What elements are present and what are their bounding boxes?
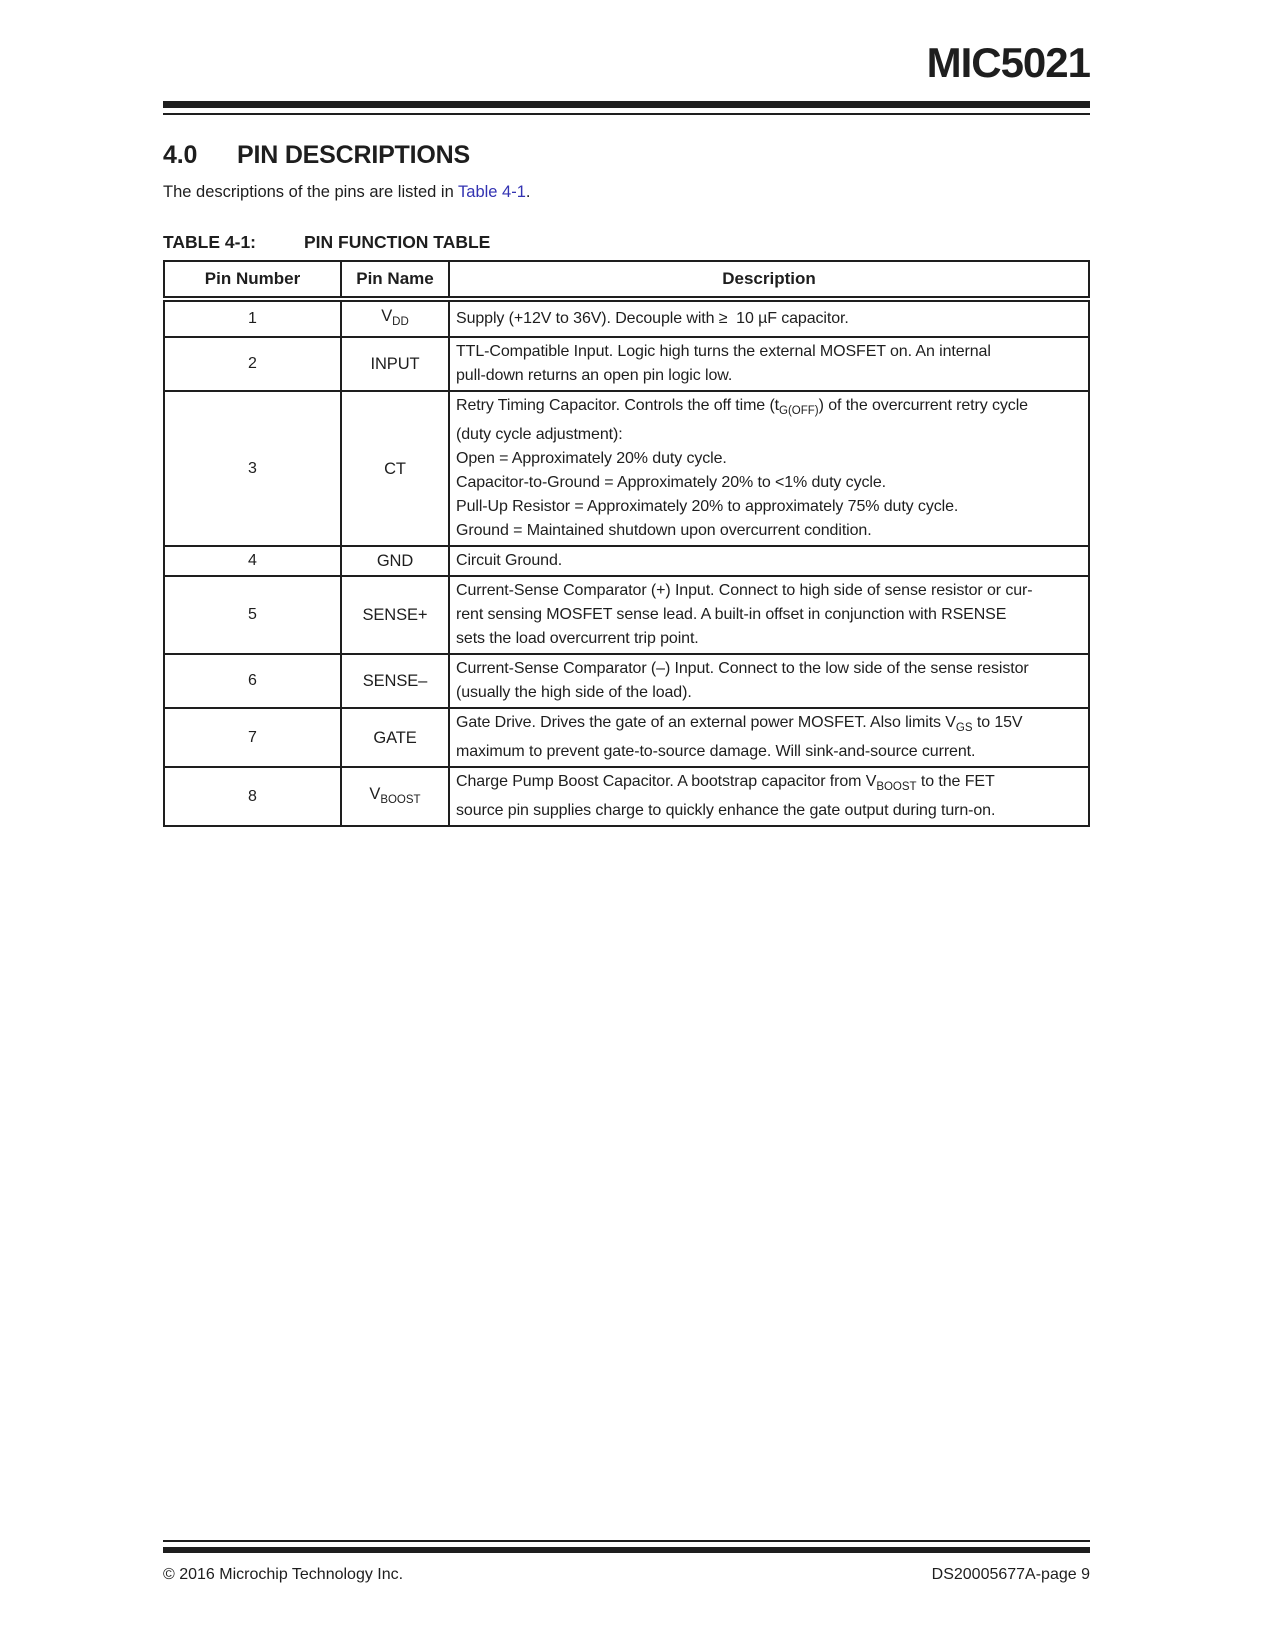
text-run: V [381, 307, 393, 326]
table-header-row [164, 261, 1089, 299]
pin-number-cell: 2 [164, 337, 341, 391]
description-line [456, 627, 1082, 651]
text-run: Capacitor-to-Ground = Approximately 20% to <1% duty cycle. [456, 474, 886, 492]
description-line [456, 307, 1082, 331]
text-run: GND [376, 552, 414, 571]
text-run: Current-Sense Comparator (–) Input. Connect to the low side of the sense resistor [456, 660, 1029, 678]
page-content [163, 40, 1090, 827]
footer-copyright: © 2016 Microchip Technology Inc. [163, 1566, 404, 1583]
table-row [164, 708, 1089, 767]
pin-number-cell: 8 [164, 767, 341, 826]
description-line [456, 681, 1082, 705]
subscript-run: G(OFF) [779, 405, 819, 418]
description-line [456, 740, 1082, 764]
text-run: INPUT [370, 355, 420, 374]
table-caption [163, 232, 1090, 253]
text-run: pull-down returns an open pin logic low. [456, 367, 733, 385]
description-cell [449, 546, 1089, 576]
text-run: CT [384, 459, 406, 478]
footer-rule [163, 1540, 1090, 1553]
column-header-pin-number: Pin Number [164, 261, 341, 299]
pin-name-cell [341, 708, 449, 767]
table-row [164, 767, 1089, 826]
pin-name-cell [341, 546, 449, 576]
description-cell [449, 299, 1089, 337]
footer-rule-thick [163, 1547, 1090, 1553]
subscript-run: BOOST [380, 793, 421, 806]
table-row [164, 299, 1089, 337]
text-run: GATE [373, 728, 417, 747]
pin-name-cell [341, 391, 449, 546]
pin-function-table [163, 260, 1090, 827]
text-run: Ground = Maintained shutdown upon overcurrent condition. [456, 522, 872, 540]
page-footer [163, 1540, 1090, 1584]
text-run: to 15V [972, 714, 1023, 732]
pin-name-cell [341, 299, 449, 337]
table-caption-label: TABLE 4-1: [163, 232, 257, 253]
text-run: TTL-Compatible Input. Logic high turns the external MOSFET on. An internal [456, 343, 991, 361]
description-line [456, 394, 1082, 423]
description-cell [449, 654, 1089, 708]
table-row [164, 576, 1089, 654]
text-run: source pin supplies charge to quickly enhance the gate output during turn-on. [456, 802, 996, 820]
description-line [456, 471, 1082, 495]
description-line [456, 770, 1082, 799]
description-line [456, 423, 1082, 447]
pin-number-cell: 4 [164, 546, 341, 576]
footer-rule-thin [163, 1540, 1090, 1542]
description-line [456, 447, 1082, 471]
text-run: SENSE+ [362, 606, 428, 625]
text-run: rent sensing MOSFET sense lead. A built-in offset in conjunction with RSENSE [456, 606, 1007, 624]
pin-number-cell: 1 [164, 299, 341, 337]
description-line [456, 495, 1082, 519]
text-run: Current-Sense Comparator (+) Input. Connect to high side of sense resistor or cur- [456, 582, 1033, 600]
description-cell [449, 708, 1089, 767]
description-cell [449, 337, 1089, 391]
pin-number-cell: 5 [164, 576, 341, 654]
pin-name-cell [341, 337, 449, 391]
intro-text-before: The descriptions of the pins are listed in [163, 183, 459, 202]
footer-doc-ref: DS20005677A-page 9 [931, 1566, 1090, 1583]
header-rule-thin [163, 113, 1090, 115]
header-rule-thick [163, 101, 1090, 108]
text-run: Charge Pump Boost Capacitor. A bootstrap capacitor from V [456, 773, 877, 791]
text-run: Open = Approximately 20% duty cycle. [456, 450, 727, 468]
pin-number-cell: 7 [164, 708, 341, 767]
text-run: Pull-Up Resistor = Approximately 20% to approximately 75% duty cycle. [456, 498, 959, 516]
text-run: SENSE– [362, 672, 428, 691]
description-cell [449, 767, 1089, 826]
pin-name-cell [341, 767, 449, 826]
table-row [164, 391, 1089, 546]
description-line [456, 519, 1082, 543]
text-run: ) of the overcurrent retry cycle [818, 397, 1028, 415]
description-cell [449, 576, 1089, 654]
description-line [456, 579, 1082, 603]
table-row [164, 654, 1089, 708]
table-row [164, 546, 1089, 576]
text-run: maximum to prevent gate-to-source damage. Will sink-and-source current. [456, 743, 976, 761]
header-rule [163, 101, 1090, 115]
table-caption-title: PIN FUNCTION TABLE [304, 232, 491, 253]
section-heading [163, 141, 1090, 170]
text-run: Retry Timing Capacitor. Controls the off time (t [456, 397, 780, 415]
table-row [164, 337, 1089, 391]
text-run: (usually the high side of the load). [456, 684, 692, 702]
pin-number-cell: 6 [164, 654, 341, 708]
column-header-pin-name: Pin Name [341, 261, 449, 299]
description-line [456, 603, 1082, 627]
brand-title: MIC5021 [926, 39, 1090, 86]
intro-text-after: . [525, 183, 531, 202]
section-number: 4.0 [163, 141, 198, 170]
description-line [456, 340, 1082, 364]
text-run: Circuit Ground. [456, 552, 563, 570]
subscript-run: GS [955, 722, 973, 735]
intro-paragraph [163, 182, 1090, 202]
description-cell [449, 391, 1089, 546]
text-run: sets the load overcurrent trip point. [456, 630, 699, 648]
column-header-description: Description [449, 261, 1089, 299]
text-run: to the FET [916, 773, 995, 791]
description-line [456, 549, 1082, 573]
pin-name-cell [341, 654, 449, 708]
text-run: (duty cycle adjustment): [456, 426, 623, 444]
pin-table-body [164, 299, 1089, 826]
text-run: V [369, 784, 381, 803]
subscript-run: BOOST [876, 781, 917, 794]
description-line [456, 799, 1082, 823]
description-line [456, 364, 1082, 388]
pin-number-cell: 3 [164, 391, 341, 546]
pin-name-cell [341, 576, 449, 654]
text-run: Supply (+12V to 36V). Decouple with ≥ 10 µF capacitor. [456, 310, 849, 328]
text-run: Gate Drive. Drives the gate of an external power MOSFET. Also limits V [456, 714, 956, 732]
table-4-1-link[interactable]: Table 4-1 [458, 183, 526, 202]
section-title: PIN DESCRIPTIONS [237, 141, 470, 170]
description-line [456, 711, 1082, 740]
description-line [456, 657, 1082, 681]
subscript-run: DD [392, 316, 409, 329]
